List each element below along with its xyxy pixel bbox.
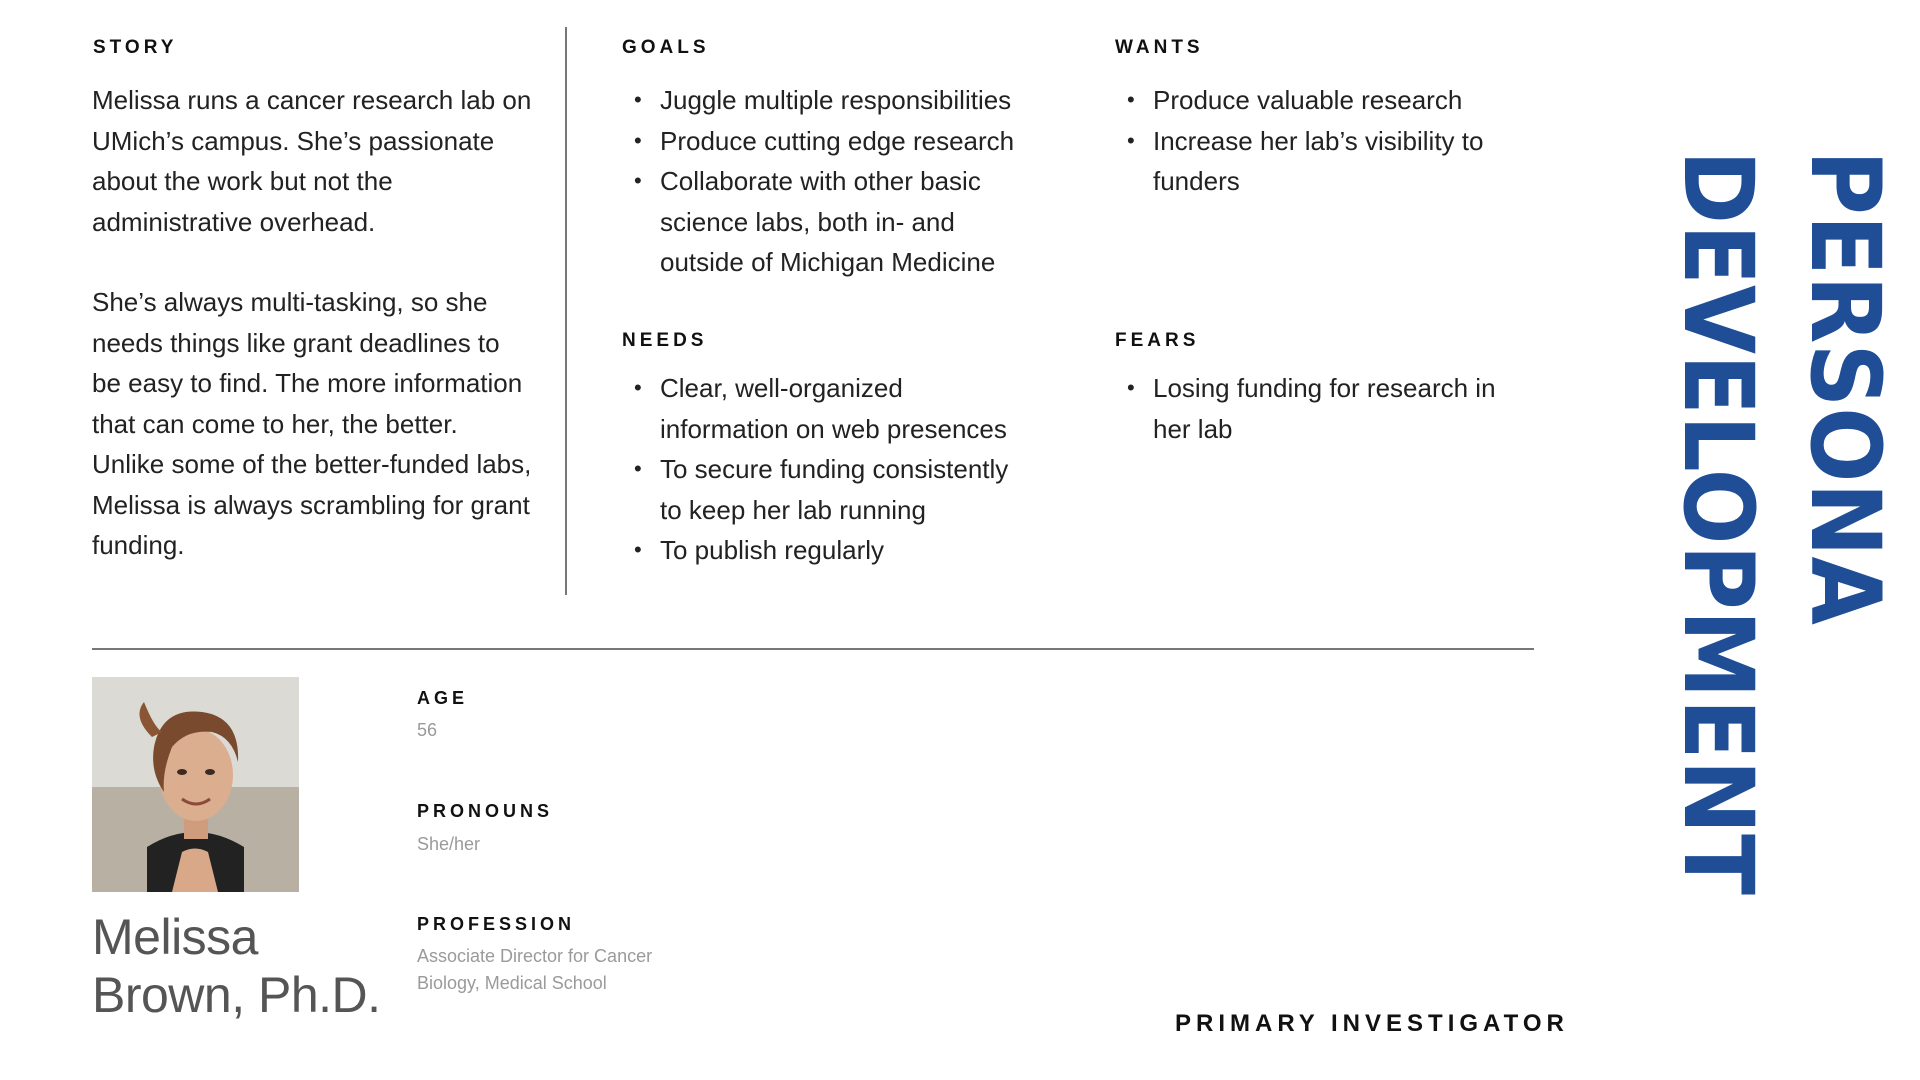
page-title-line-2: DEVELOPMENT	[1662, 150, 1774, 900]
profession-value	[417, 943, 677, 997]
pronouns-label: PRONOUNS	[417, 801, 554, 821]
age-value: 56	[417, 720, 438, 740]
need-item: • To secure funding consistently to keep her lab running	[622, 449, 1017, 530]
fears-list	[1115, 368, 1505, 449]
want-item: • Produce valuable research	[1115, 80, 1505, 121]
fear-item: • Losing funding for research in her lab	[1115, 368, 1505, 449]
story-heading: STORY	[93, 37, 178, 58]
profession-line-1: Associate Director for Cancer	[417, 946, 653, 966]
goals-heading: GOALS	[622, 37, 710, 58]
fears-heading: FEARS	[1115, 330, 1200, 351]
needs-list	[622, 368, 1017, 571]
needs-heading: NEEDS	[622, 330, 708, 351]
goal-item: • Produce cutting edge research	[622, 121, 1017, 162]
persona-photo	[92, 677, 299, 892]
page-title-line-1: PERSONA	[1789, 150, 1890, 666]
page-title-graphic	[1620, 150, 1890, 900]
wants-heading: WANTS	[1115, 37, 1204, 58]
page-title	[1620, 150, 1890, 900]
persona-name-line-1: Melissa	[92, 909, 258, 965]
persona-name	[92, 908, 381, 1024]
section-divider	[92, 648, 1534, 650]
persona-name-line-2: Brown, Ph.D.	[92, 967, 381, 1023]
story-paragraph-2: She’s always multi-tasking, so she needs things like grant deadlines to be easy to find. The more information that can come to her, the better. Unlike some of the better-funded labs, Melissa is always scrambling for grant funding.	[92, 287, 532, 560]
age-label: AGE	[417, 688, 469, 708]
profession-label: PROFESSION	[417, 914, 576, 934]
wants-list	[1115, 80, 1505, 202]
goals-list	[622, 80, 1017, 283]
column-divider	[565, 27, 567, 595]
need-item: • To publish regularly	[622, 530, 1017, 571]
story-text	[92, 80, 532, 566]
profession-line-2: Biology, Medical School	[417, 973, 607, 993]
story-paragraph-1: Melissa runs a cancer research lab on UMich’s campus. She’s passionate about the work but not the administrative overhead.	[92, 85, 532, 237]
portrait-illustration	[92, 677, 299, 892]
pronouns-value: She/her	[417, 834, 481, 854]
goal-item: • Collaborate with other basic science labs, both in- and outside of Michigan Medicine	[622, 161, 1017, 283]
need-item: • Clear, well-organized information on web presences	[622, 368, 1017, 449]
goal-item: • Juggle multiple responsibilities	[622, 80, 1017, 121]
want-item: • Increase her lab’s visibility to funders	[1115, 121, 1505, 202]
persona-role: PRIMARY INVESTIGATOR	[1175, 1010, 1569, 1037]
